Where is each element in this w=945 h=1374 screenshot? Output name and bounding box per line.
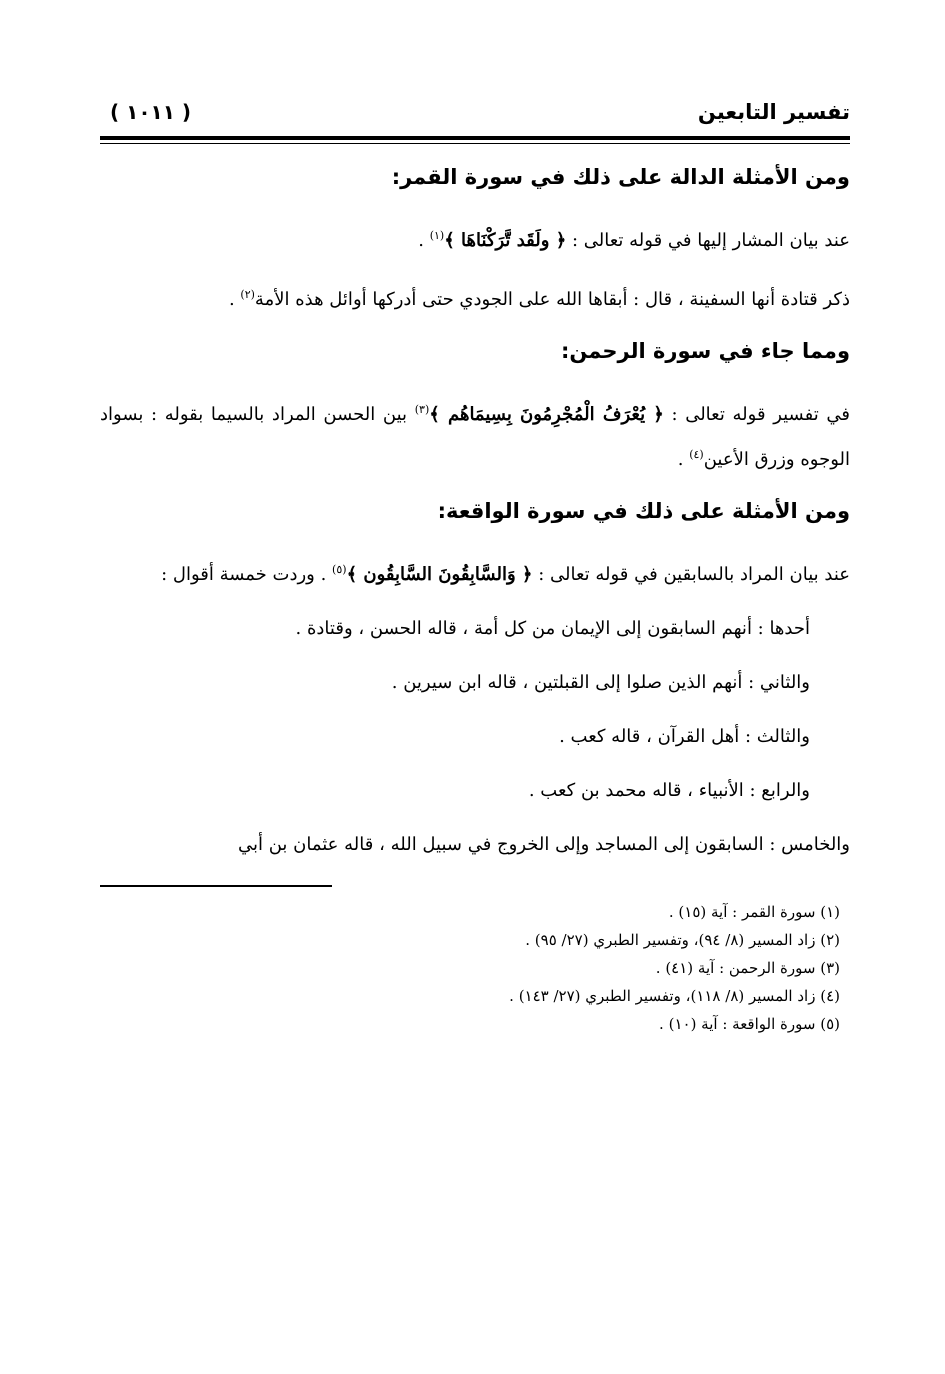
paragraph bbox=[100, 275, 850, 320]
paragraph-text: ذكر قتادة أنها السفينة ، قال : أبقاها الله على الجودي حتى أدركها أوائل هذه الأمة bbox=[254, 289, 850, 310]
list-item: والثاني : أنهم الذين صلوا إلى القبلتين ، قاله ابن سيرين . bbox=[391, 672, 810, 693]
footnote-marker: (٤) bbox=[689, 448, 704, 461]
paragraph-text: . bbox=[228, 289, 241, 310]
paragraph-text: في تفسير قوله تعالى : bbox=[663, 404, 850, 425]
quran-verse: ﴿ يُعْرَفُ الْمُجْرِمُونَ بِسِيمَاهُم ﴾ bbox=[429, 404, 664, 425]
footnote-marker: (٣) bbox=[414, 403, 430, 416]
footnote-marker: (٥) bbox=[332, 563, 347, 576]
page-number: ( ١٠١١ ) bbox=[110, 100, 192, 124]
footnote-marker: (١) bbox=[429, 229, 445, 242]
header-rule-thin bbox=[100, 143, 850, 144]
footnote: (٣) سورة الرحمن : آية (٤١) . bbox=[655, 959, 840, 977]
paragraph bbox=[100, 390, 850, 480]
running-title: تفسير التابعين bbox=[697, 100, 850, 124]
footnote-marker: (٢) bbox=[240, 288, 255, 301]
page-header bbox=[100, 100, 850, 132]
paragraph bbox=[100, 550, 850, 595]
paragraph-text: . bbox=[677, 449, 690, 470]
section-heading: ومن الأمثلة على ذلك في سورة الواقعة: bbox=[437, 499, 850, 523]
list-item: والخامس : السابقون إلى المساجد وإلى الخروج في سبيل الله ، قاله عثمان بن أبي bbox=[237, 834, 850, 855]
main-text bbox=[100, 160, 850, 865]
quran-verse: ﴿ وَالسَّابِقُونَ السَّابِقُون ﴾ bbox=[346, 564, 533, 585]
section-heading: ومما جاء في سورة الرحمن: bbox=[561, 339, 850, 363]
footnotes bbox=[100, 899, 840, 1037]
footnote: (٢) زاد المسير (٨/ ٩٤)، وتفسير الطبري (٢٧/ ٩٥) . bbox=[525, 931, 840, 949]
header-rule-thick bbox=[100, 136, 850, 140]
paragraph-text: . bbox=[418, 230, 430, 251]
paragraph-text: عند بيان المراد بالسابقين في قوله تعالى : bbox=[532, 564, 850, 585]
paragraph-text: عند بيان المشار إليها في قوله تعالى : bbox=[566, 230, 850, 251]
quran-verse: ﴿ ولَقَد تَّرَكْنَاهَا ﴾ bbox=[444, 230, 567, 251]
book-page bbox=[100, 100, 850, 1039]
footnote-divider bbox=[100, 885, 332, 887]
paragraph-text: . وردت خمسة أقوال : bbox=[161, 564, 333, 585]
section-heading: ومن الأمثلة الدالة على ذلك في سورة القمر: bbox=[391, 165, 850, 189]
footnote: (٤) زاد المسير (٨/ ١١٨)، وتفسير الطبري (٢٧/ ١٤٣) . bbox=[509, 987, 840, 1005]
footnote: (١) سورة القمر : آية (١٥) . bbox=[668, 903, 840, 921]
list-item: أحدها : أنهم السابقون إلى الإيمان من كل أمة ، قاله الحسن ، وقتادة . bbox=[295, 618, 810, 639]
paragraph bbox=[100, 216, 850, 261]
list-item: والثالث : أهل القرآن ، قاله كعب . bbox=[559, 726, 810, 747]
paragraph-text: بين الحسن المراد بالسيما بقوله : بسواد الوجوه وزرق الأعين bbox=[100, 404, 850, 470]
footnote: (٥) سورة الواقعة : آية (١٠) . bbox=[659, 1015, 840, 1033]
list-item: والرابع : الأنبياء ، قاله محمد بن كعب . bbox=[528, 780, 810, 801]
